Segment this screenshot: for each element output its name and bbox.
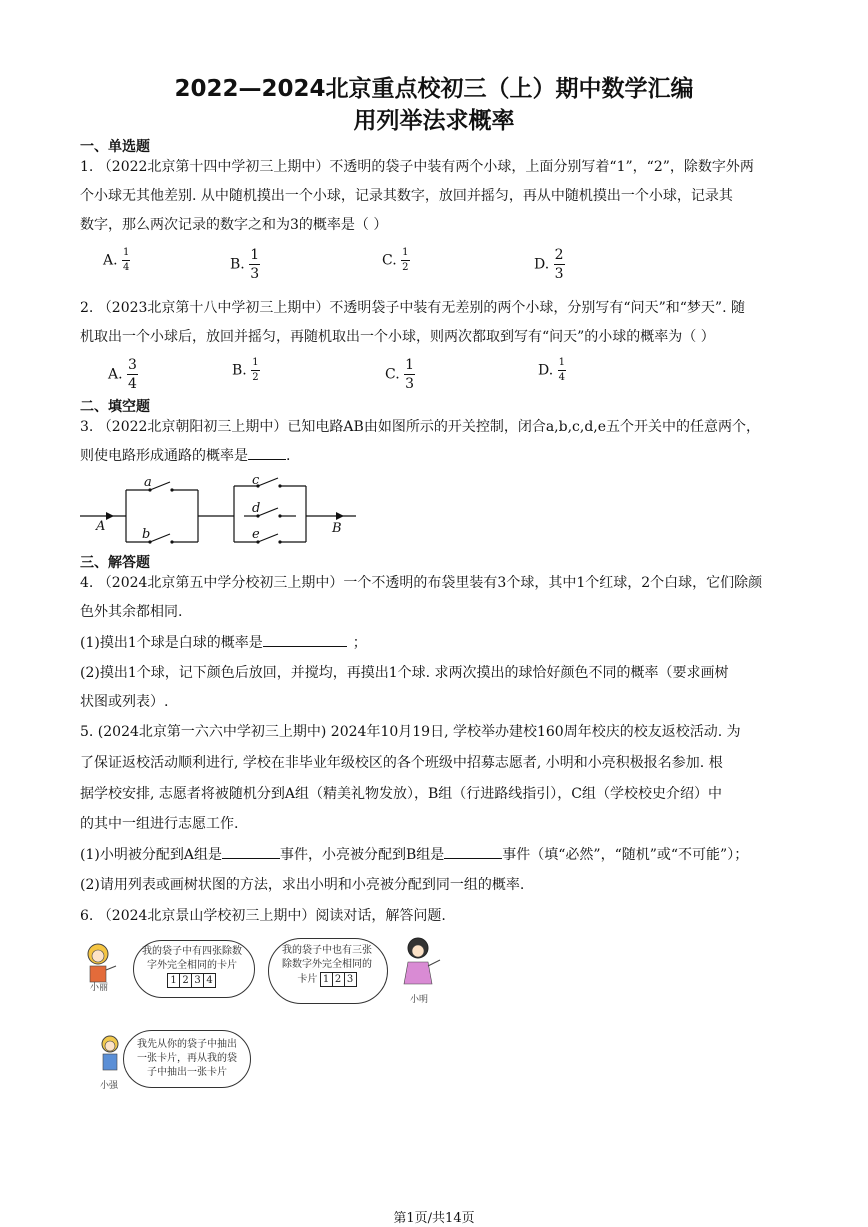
arrow-a-icon <box>106 512 114 520</box>
section-heading-single-choice: 一、单选题 <box>80 139 150 155</box>
switch-c <box>258 478 278 486</box>
section-heading-solution: 三、解答题 <box>80 555 150 571</box>
q4-line1: 4. （2024北京第五中学分校初三上期中）一个不透明的布袋里装有3个球，其中1个红球，2个白球，它们除颜 <box>80 575 763 591</box>
fraction: $\frac{2}{3}$ <box>554 247 564 282</box>
option-label: D. <box>538 362 554 379</box>
q1-option-d[interactable] <box>534 248 565 281</box>
label-switch-a: a <box>144 475 152 490</box>
speech-bubble-2-text: 我的袋子中也有三张除数字外完全相同的卡片 1 2 3 <box>282 945 372 985</box>
option-label: B. <box>232 362 247 379</box>
page-subtitle: 用列举法求概率 <box>353 108 515 134</box>
q4-part2-line2: 状图或列表）. <box>80 694 169 710</box>
q3-line2: 则使电路形成通路的概率是 . <box>80 448 291 464</box>
q3-line1: 3. （2022北京朝阳初三上期中）已知电路AB由如图所示的开关控制，闭合a,b,c,d,e五个开关中的任意两个， <box>80 419 761 435</box>
q5-line4: 的其中一组进行志愿工作. <box>80 816 239 832</box>
fraction: $\frac{1}{2}$ <box>252 357 259 383</box>
speech-bubble-1-text: 我的袋子中有四张除数字外完全相同的卡片 1 2 3 4 <box>142 946 242 986</box>
q2-line2: 机取出一个小球后，放回并摇匀，再随机取出一个小球，则两次都取到写有“问天”的小球的概率为（ ） <box>80 329 715 345</box>
switch-e <box>258 534 278 542</box>
fraction: $\frac{3}{4}$ <box>128 357 137 392</box>
q5-part1: (1)小明被分配到A组是 事件，小亮被分配到B组是 事件（填“必然”，“随机”或“不可能”）； <box>80 847 749 863</box>
answer-blank[interactable] <box>263 646 347 647</box>
card-row-1: 1 2 3 4 <box>168 973 216 988</box>
circuit-diagram <box>78 470 368 550</box>
q4-part2-line1: (2)摸出1个球，记下颜色后放回，并搅均，再摸出1个球. 求两次摸出的球恰好颜色不同的概率（要求画树 <box>80 665 729 681</box>
q4-part1: (1)摸出1个球是白球的概率是 ； <box>80 635 367 651</box>
label-switch-d: d <box>252 501 261 516</box>
fraction: $\frac{1}{4}$ <box>558 357 566 383</box>
page-title: 2022—2024北京重点校初三（上）期中数学汇编 <box>174 76 694 102</box>
option-label: A. <box>108 366 123 383</box>
speaker-name-3: 小强 <box>100 1081 119 1091</box>
option-label: A. <box>103 252 118 269</box>
q5-part2: (2)请用列表或画树状图的方法，求出小明和小亮被分配到同一组的概率. <box>80 877 525 893</box>
option-label: D. <box>534 256 550 273</box>
label-a-point: A <box>96 519 106 534</box>
q1-option-b[interactable] <box>230 248 260 281</box>
page-footer: 第1页/共14页 <box>393 1211 475 1226</box>
q4-line2: 色外其余都相同. <box>80 604 183 620</box>
option-label: C. <box>385 366 400 383</box>
boy-illustration <box>96 1034 126 1082</box>
fraction: $\frac{1}{3}$ <box>405 357 415 392</box>
q2-option-a[interactable] <box>108 358 138 391</box>
fraction: $\frac{1}{4}$ <box>123 247 130 273</box>
speech-bubble-3-text: 我先从你的袋子中抽出一张卡片，再从我的袋子中抽出一张卡片 <box>137 1039 237 1078</box>
q5-line2: 了保证返校活动顺利进行, 学校在非毕业年级校区的各个班级中招募志愿者, 小明和小亮积极报名参加. 根 <box>80 755 723 771</box>
q2-line1: 2. （2023北京第十八中学初三上期中）不透明袋子中装有无差别的两个小球，分别写有“问天”和“梦天”. 随 <box>80 300 745 316</box>
switch-d <box>258 508 278 516</box>
label-switch-c: c <box>252 473 260 488</box>
answer-blank[interactable] <box>222 858 280 859</box>
answer-blank[interactable] <box>248 459 286 460</box>
q5-line3: 据学校安排, 志愿者将被随机分到A组（精美礼物发放），B组（行进路线指引），C组（学校校史介绍）中 <box>80 786 723 802</box>
q1-option-a[interactable] <box>103 248 130 273</box>
q1-line3: 数字，那么两次记录的数字之和为3的概率是（ ） <box>80 217 388 233</box>
option-label: C. <box>382 252 397 269</box>
q6-line1: 6. （2024北京景山学校初三上期中）阅读对话，解答问题. <box>80 908 446 924</box>
q5-line1: 5. (2024北京第一六六中学初三上期中) 2024年10月19日, 学校举办建校160周年校庆的校友返校活动. 为 <box>80 724 741 740</box>
speaker-name-1: 小丽 <box>90 983 109 993</box>
girl-illustration-2 <box>398 936 442 994</box>
q2-option-b[interactable] <box>232 358 260 383</box>
q2-option-c[interactable] <box>385 358 415 391</box>
q1-option-c[interactable] <box>382 248 410 273</box>
q2-option-d[interactable] <box>538 358 566 383</box>
fraction: $\frac{1}{3}$ <box>250 247 260 282</box>
card-row-2: 1 2 3 <box>321 972 357 987</box>
speaker-name-2: 小明 <box>410 995 429 1005</box>
label-b-point: B <box>332 521 342 536</box>
switch-a <box>150 482 170 490</box>
q3-prompt: 则使电路形成通路的概率是 <box>80 448 248 464</box>
option-label: B. <box>230 256 245 273</box>
label-switch-e: e <box>252 527 260 542</box>
fraction: $\frac{1}{2}$ <box>402 247 409 273</box>
section-heading-fill-blank: 二、填空题 <box>80 399 150 415</box>
q1-line1: 1. （2022北京第十四中学初三上期中）不透明的袋子中装有两个小球，上面分别写着“1”，“2”，除数字外两 <box>80 159 754 175</box>
q1-line2: 个小球无其他差别. 从中随机摸出一个小球，记录其数字，放回并摇匀，再从中随机摸出一个小球，记录其 <box>80 188 733 204</box>
answer-blank[interactable] <box>444 858 502 859</box>
label-switch-b: b <box>142 527 151 542</box>
arrow-b-icon <box>336 512 344 520</box>
switch-b <box>150 534 170 542</box>
